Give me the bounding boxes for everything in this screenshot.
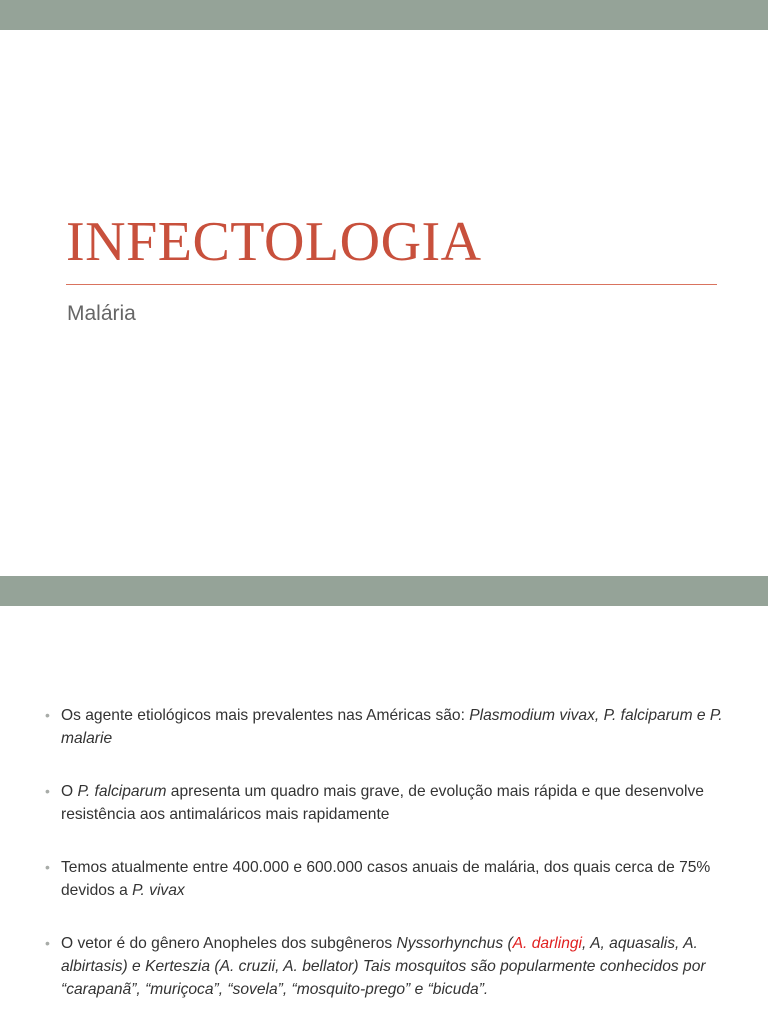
- bullet-marker: •: [45, 859, 50, 875]
- bullet-text: e: [692, 707, 710, 724]
- species-name: A, aquasalis, A. albirtasis: [61, 935, 698, 975]
- top-accent-band: [0, 0, 768, 30]
- slide-title: INFECTOLOGIA: [66, 211, 482, 273]
- bullet-item-annual-cases: [0, 856, 768, 902]
- bullet-text: O vetor é do gênero Anopheles dos subgêneros: [61, 935, 397, 952]
- bullet-text: ,: [582, 935, 591, 952]
- species-name: Plasmodium vivax, P. falciparum: [469, 707, 693, 724]
- subgenus-name: Kerteszia: [145, 958, 211, 975]
- bullet-item-etiologic-agents: [0, 704, 768, 750]
- bullet-item-vector: [0, 932, 768, 1001]
- species-name: A. cruzii, A. bellator: [219, 958, 354, 975]
- bullet-marker: •: [45, 935, 50, 951]
- subgenus-name: Nyssorhynchus: [396, 935, 504, 952]
- bullet-text: ) Tais mosquitos são popularmente conhecidos por “carapanã”, “muriçoca”, “sovela”, “mosquito-prego” e “bicuda”.: [61, 958, 706, 998]
- bullet-list: [0, 704, 768, 1031]
- bullet-text: ) e: [122, 958, 146, 975]
- species-name: P. vivax: [132, 882, 185, 899]
- bullet-text: apresenta um quadro mais grave, de evolução mais rápida e que desenvolve resistência aos antimaláricos mais rapidamente: [61, 783, 704, 823]
- bullet-text: (: [210, 958, 220, 975]
- highlighted-species-name: A. darlingi: [512, 935, 582, 952]
- bullet-marker: •: [45, 707, 50, 723]
- bullet-item-falciparum: [0, 780, 768, 826]
- bullet-text: (: [503, 935, 513, 952]
- bullet-marker: •: [45, 783, 50, 799]
- species-name: P. malarie: [61, 707, 723, 747]
- bullet-text: O: [61, 783, 78, 800]
- species-name: P. falciparum: [77, 783, 167, 800]
- slide-separator-band: [0, 576, 768, 606]
- bullet-text: Temos atualmente entre 400.000 e 600.000 casos anuais de malária, dos quais cerca de 75% devidos a: [61, 859, 711, 899]
- title-divider: [66, 284, 717, 285]
- bullet-text: Os agente etiológicos mais prevalentes nas Américas são:: [61, 707, 470, 724]
- slide-subtitle: Malária: [67, 302, 136, 325]
